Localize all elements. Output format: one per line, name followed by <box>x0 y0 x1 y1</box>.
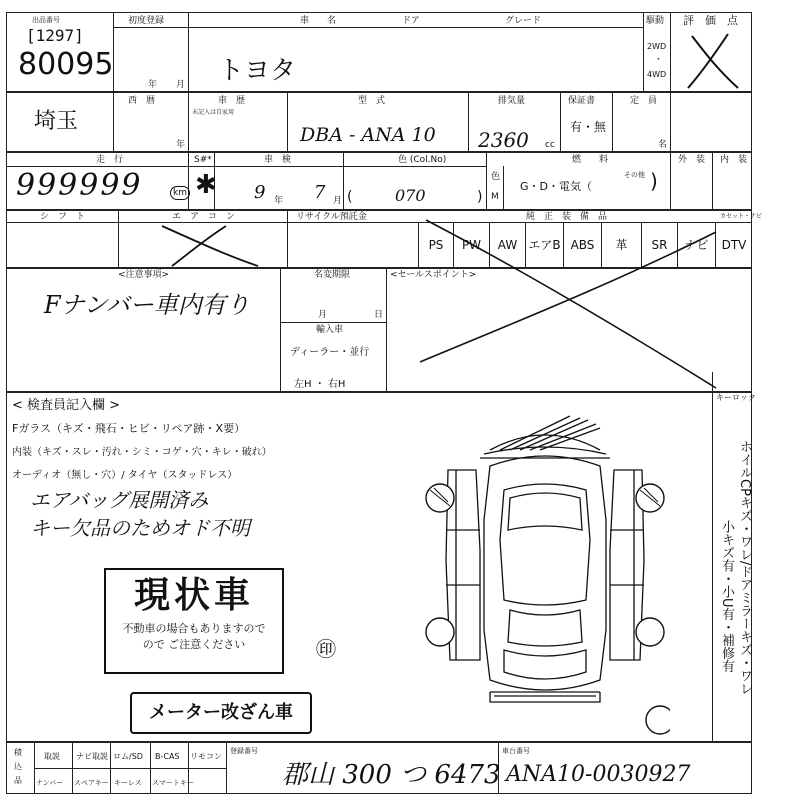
fuel-options: G・D・電気（ <box>520 180 592 193</box>
auction-sheet: 出品番号 [1297] 80095 初度登録 年 月 車 名 ドア グレード 駆動 2WD ・ 4WD 評 価 点 トヨタ 埼玉 西 暦 車 歴 未記入は自家用 年 型 式 排気量 保証書 定 員 名 DBA - ANA 10 2360 cc 有・無 走 行 S#* 車 検 色 (Col.No) 燃 料 その他 外 装 内 装 999999 km ✱ 9 年 7 月 ( 070 ) 色 M G・D・電気（ ) シ フ ト エ ア コ ン リサイクル預託金 純 正 装 備 品 カセット・ナビ PS PW AW エアB ABS 革 SR ナビ DTV <注意事項> 名変期限 月 日 輸入車 ディーラー・並行 左H ・ 右H <セールスポイント> キーロック Fナンバー車内有り < 検査員記入欄 > Fガラス（キズ・飛石・ヒビ・リペア跡・X要） 内装（キズ・スレ・汚れ・シミ・コゲ・穴・キレ・破れ） オーディオ（無し・穴）/ タイヤ（スタッドレス） エアバッグ展開済み キー欠品のためオド不明 現状車 不動車の場合もありますので ので ご注意ください ㊞ メーター改ざん車 ホイルCPキズ・ワレ/ドアミラーキズ・ワレ 小キズ有・小U有・補修有 積込品 取説 ナビ取説 ロム/SD B-CAS リモコン ナンバー スペアキー キーレス スマートキー 登録番号 車台番号 郡山 300 つ 6473 ANA10-0030927 <box>0 0 800 800</box>
side-note-wheel: ホイルCPキズ・ワレ/ドアミラーキズ・ワレ <box>737 440 752 696</box>
displacement-value: 2360 <box>478 128 529 152</box>
rating-label: 評 価 点 <box>683 14 738 27</box>
drive-label: 駆動 <box>646 16 665 26</box>
side-note-scratch: 小キズ有・小U有・補修有 <box>719 520 734 673</box>
equip-ps: PS <box>418 222 454 268</box>
handwritten-airbag: エアバッグ展開済み <box>30 488 209 512</box>
maker-name: トヨタ <box>218 56 297 86</box>
notes-value: Fナンバー車内有り <box>44 291 250 319</box>
handwritten-key: キー欠品のためオド不明 <box>30 516 250 540</box>
equip-airbag: エアB <box>526 222 564 268</box>
inspection-year: 9 <box>254 182 266 203</box>
equip-navi: ナビ <box>678 222 716 268</box>
as-is-stamp: 現状車 不動車の場合もありますので ので ご注意ください <box>104 568 284 674</box>
lot-label: 出品番号 <box>32 16 60 24</box>
registration-number: 郡山 300 つ 6473 <box>282 760 501 790</box>
car-diagram <box>420 410 670 740</box>
equip-pw: PW <box>454 222 490 268</box>
model-code: DBA - ANA 10 <box>300 124 436 146</box>
color-no: 070 <box>395 186 426 205</box>
aircon-cross <box>118 222 288 268</box>
equip-abs: ABS <box>564 222 602 268</box>
first-reg-label: 初度登録 <box>128 16 165 26</box>
warranty-value: 有・無 <box>570 120 607 134</box>
door-label: ドア <box>402 16 420 26</box>
equip-dtv: DTV <box>721 238 747 252</box>
meter-tampered-stamp: メーター改ざん車 <box>130 692 312 734</box>
car-name-label: 車 名 <box>300 16 337 26</box>
chassis-number: ANA10-0030927 <box>506 762 691 787</box>
lot-number: 80095 <box>18 47 114 82</box>
equip-leather: 革 <box>602 222 642 268</box>
rating-cross <box>672 28 752 92</box>
area-name: 埼玉 <box>34 109 79 134</box>
inspector-title: < 検査員記入欄 > <box>12 398 121 413</box>
lot-bracket: [1297] <box>26 26 84 45</box>
equip-sr: SR <box>642 222 678 268</box>
mileage-value: 999999 <box>16 168 143 203</box>
row1-box <box>6 12 752 92</box>
inspection-month: 7 <box>314 182 326 203</box>
equip-aw: AW <box>490 222 526 268</box>
grade-label: グレード <box>505 16 542 26</box>
seal-mark: ㊞ <box>316 637 336 661</box>
sales-point-cross <box>386 212 752 392</box>
